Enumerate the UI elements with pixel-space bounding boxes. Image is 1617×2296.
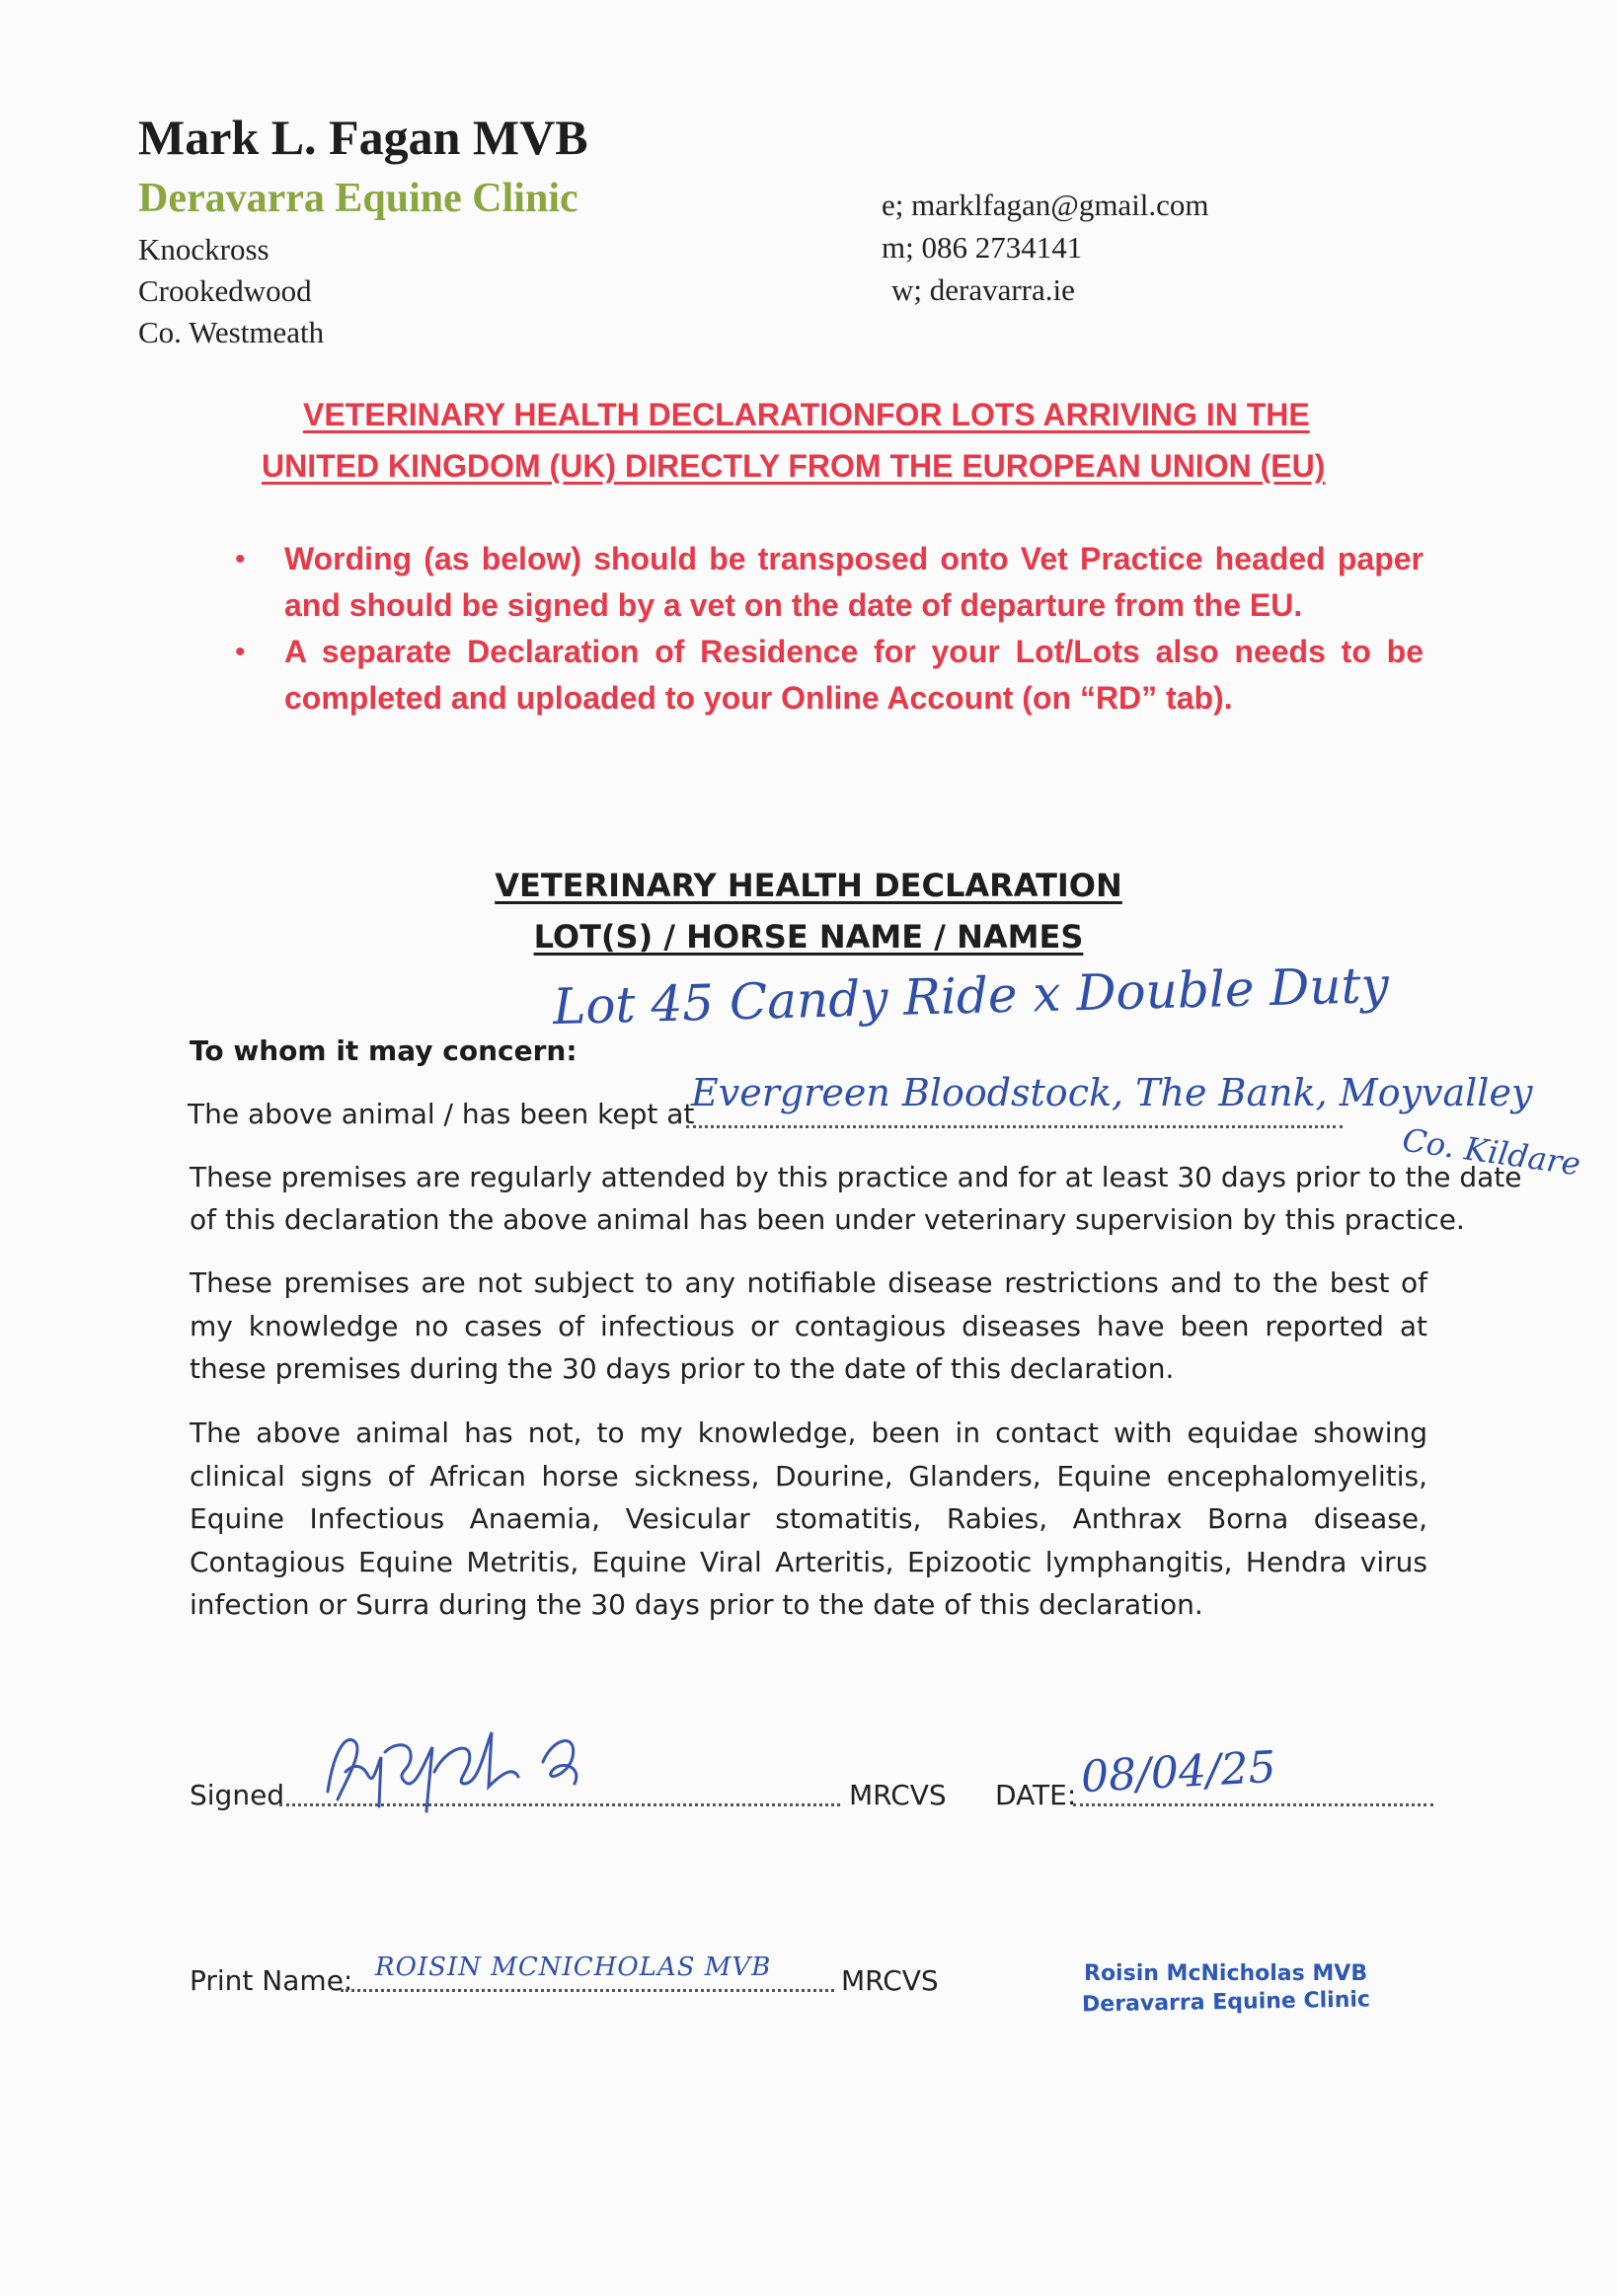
email-contact: e; marklfagan@gmail.com [882, 188, 1209, 222]
notice-title-part2: FOR LOTS ARRIVING IN THE [876, 397, 1310, 432]
notice-bullet-2 [235, 629, 1424, 722]
signed-label: Signed [190, 1779, 285, 1811]
stamp-line-1: Roisin McNicholas MVB [1084, 1961, 1368, 1986]
para3: The above animal has not, to my knowledge, been in contact with equidae showing clinical signs of African horse sickness, Dourine, Glanders, Equine encephalomyelitis, Equine Infectious Anaemia, Vesicular stomatitis, Rabies, Anthrax Borna disease, Contagious Equine Metritis, Equine Viral Arteritis, Epizootic lymphangitis, Hendra virus infection or Surra during the 30 days prior to the date of this declaration. [190, 1416, 1427, 1621]
print-name-mrcvs: MRCVS [841, 1964, 939, 1997]
date-handwritten: 08/04/25 [1079, 1741, 1277, 1803]
kept-at-handwritten-county: Co. Kildare [1400, 1120, 1583, 1184]
para1-line1: These premises are regularly attended by this practice and for at least 30 days prior to the date [190, 1161, 1522, 1193]
address-line-1: Knockross [138, 232, 270, 267]
date-dotted-line [1073, 1803, 1433, 1806]
horse-name-handwritten: Lot 45 Candy Ride x Double Duty [552, 956, 1390, 1036]
kept-at-handwritten: Evergreen Bloodstock, The Bank, Moyvalley [691, 1071, 1533, 1114]
mobile-contact: m; 086 2734141 [882, 230, 1083, 265]
notice-bullet-1-text: Wording (as below) should be transposed onto Vet Practice headed paper and should be signed by a vet on the date of departure from the EU. [284, 541, 1424, 623]
clinic-name: Deravarra Equine Clinic [138, 176, 578, 221]
declaration-subheading [0, 918, 1617, 956]
para1-line2: of this declaration the above animal has been under veterinary supervision by this practice. [190, 1203, 1465, 1236]
web-contact: w; deravarra.ie [891, 272, 1075, 307]
date-label: DATE: [995, 1779, 1077, 1811]
kept-at-label: The above animal / has been kept at [188, 1098, 695, 1130]
print-name-handwritten: ROISIN MCNICHOLAS MVB [375, 1952, 772, 1982]
print-name-dotted-line [341, 1989, 834, 1992]
notice-title-part1: VETERINARY HEALTH DECLARATION [303, 397, 877, 432]
notice-bullets [235, 536, 1424, 722]
notice-bullet-1 [235, 536, 1424, 629]
kept-at-dotted-line [686, 1125, 1343, 1128]
signature-scribble [316, 1713, 632, 1821]
address-line-2: Crookedwood [138, 273, 312, 308]
address-line-3: Co. Westmeath [138, 315, 325, 349]
notice-bullet-2-text: A separate Declaration of Residence for your Lot/Lots also needs to be completed and uploaded to your Online Account (on “RD” tab). [284, 634, 1424, 716]
declaration-heading-text: VETERINARY HEALTH DECLARATION [495, 867, 1122, 904]
bullet-dot-icon: • [235, 543, 246, 575]
para2: These premises are not subject to any notifiable disease restrictions and to the best of my knowledge no cases of infectious or contagious diseases have been reported at these premises during the 30 days prior to the date of this declaration. [190, 1266, 1427, 1385]
print-name-label: Print Name: [190, 1964, 353, 1997]
notice-title-line2: UNITED KINGDOM (UK) DIRECTLY FROM THE EUROPEAN UNION (EU) [262, 448, 1326, 484]
signature-image [316, 1713, 632, 1821]
stamp-line-2: Deravarra Equine Clinic [1081, 1987, 1371, 2018]
bullet-dot-icon: • [235, 636, 246, 668]
declaration-subheading-text: LOT(S) / HORSE NAME / NAMES [533, 918, 1084, 956]
salutation: To whom it may concern: [190, 1034, 578, 1067]
declaration-heading [0, 867, 1617, 904]
vet-name: Mark L. Fagan MVB [138, 110, 588, 165]
signed-mrcvs: MRCVS [849, 1779, 947, 1811]
